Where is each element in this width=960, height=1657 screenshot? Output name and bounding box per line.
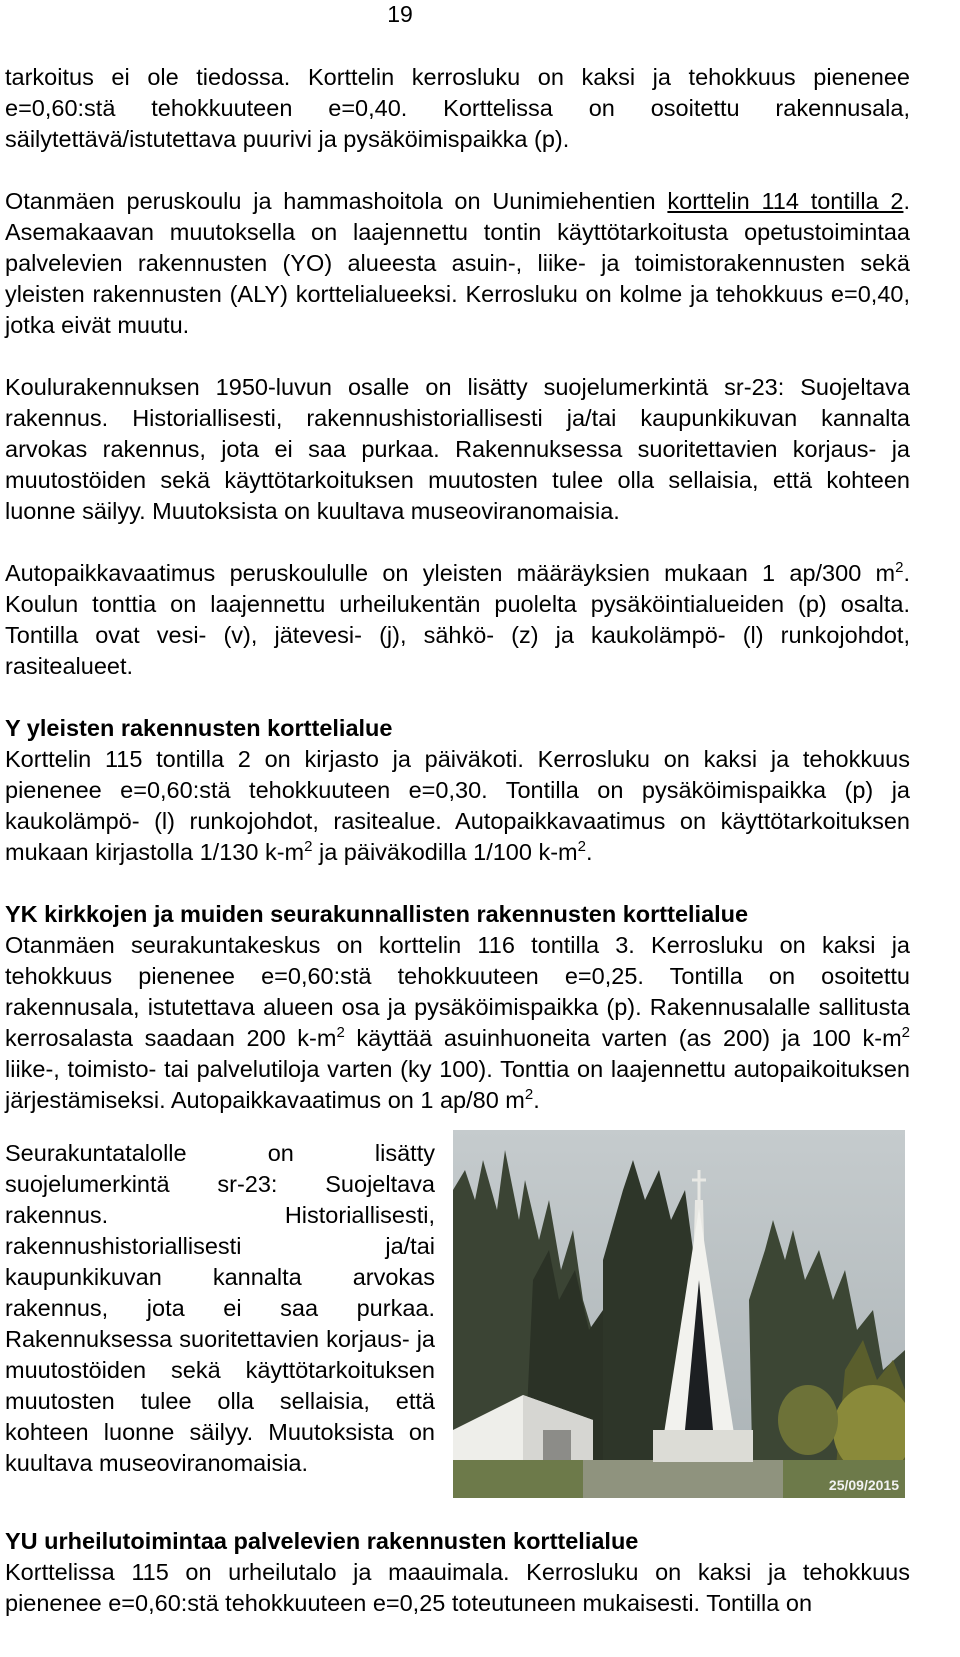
paragraph-intro: tarkoitus ei ole tiedossa. Korttelin kerrosluku on kaksi ja tehokkuus pienenee e=0,60:stä tehokkuuteen e=0,40. Korttelissa on osoitettu rakennusala, säilytettävä/istutettava puurivi ja pysäköimispaikka (p). <box>5 64 910 152</box>
church-photo-image <box>453 1130 905 1498</box>
page-number: 19 <box>387 1 413 27</box>
section-yk-text-d: . <box>533 1087 540 1113</box>
section-y-text-a: Korttelin 115 tontilla 2 on kirjasto ja päiväkoti. Kerrosluku on kaksi ja tehokkuus pienenee e=0,60:stä tehokkuuteen e=0,30. Tontilla on pysäköimispaikka (p) ja kaukolämpö- (l) runkojohdot, rasitealue. Autopaikkavaatimus on käyttötarkoituksen mukaan kirjastolla 1/130 k-m <box>5 746 910 865</box>
section-y-text-c: . <box>585 839 593 865</box>
superscript: 2 <box>524 1086 534 1104</box>
church-photo <box>453 1130 905 1498</box>
photo-date-stamp: 25/09/2015 <box>828 1477 899 1493</box>
section-y-heading: Y yleisten rakennusten korttelialue <box>5 715 393 741</box>
superscript: 2 <box>577 838 586 856</box>
section-yu-text: Korttelissa 115 on urheilutalo ja maauimala. Kerrosluku on kaksi ja tehokkuus pienenee e=0,60:stä tehokkuuteen e=0,25 toteutuneen mukaisesti. Tontilla on <box>5 1559 910 1616</box>
section-yk-text-b: käyttää asuinhuoneita varten (as 200) ja 100 k-m <box>344 1025 902 1051</box>
section-yk-text <box>5 930 910 1116</box>
superscript: 2 <box>336 1024 345 1042</box>
section-yu-heading: YU urheilutoimintaa palvelevien rakennusten korttelialue <box>5 1528 639 1554</box>
section-yu <box>5 1526 910 1619</box>
superscript: 2 <box>901 1024 910 1042</box>
paragraph-school-text-a: Otanmäen peruskoulu ja hammashoitola on Uunimiehentien <box>5 188 668 214</box>
section-y-text-b: ja päiväkodilla 1/100 k-m <box>312 839 578 865</box>
church-figure-row <box>5 1130 910 1512</box>
section-y <box>5 713 910 868</box>
section-yk-text-c: liike-, toimisto- tai palvelutiloja varten (ky 100). Tonttia on laajennettu autopaikoituksen järjestämiseksi. Autopaikkavaatimus on 1 ap/80 m <box>5 1056 910 1113</box>
paragraph-school <box>5 186 910 341</box>
paragraph-parking-text-b: . Koulun tonttia on laajennettu urheilukentän puolelta pysäköintialueiden (p) osalta. Tontilla ovat vesi- (v), jätevesi- (j), sähkö- (z) ja kaukolämpö- (l) runkojohdot, rasitealueet. <box>5 560 910 679</box>
church-protection-text: Seurakuntatalolle on lisätty suojelumerkintä sr-23: Suojeltava rakennus. Historiallisesti, rakennushistoriallisesti ja/tai kaupunkikuvan kannalta arvokas rakennus, jota ei saa purkaa. Rakennuksessa suoritettavien korjaus- ja muutostöiden sekä käyttötarkoituksen muutosten tulee olla sellaisia, että kohteen luonne säilyy. Muutoksista on kuultava museoviranomaisia. <box>5 1140 435 1476</box>
superscript: 2 <box>304 838 313 856</box>
paragraph-protection: Koulurakennuksen 1950-luvun osalle on lisätty suojelumerkintä sr-23: Suojeltava rakennus. Historiallisesti, rakennushistoriallisesti ja/tai kaupunkikuvan kannalta arvokas rakennus, jota ei saa purkaa. Rakennuksessa suoritettavien korjaus- ja muutostöiden sekä käyttötarkoituksen muutosten tulee olla sellaisia, että kohteen luonne säilyy. Muutoksista on kuultava museoviranomaisia. <box>5 374 910 524</box>
paragraph-parking <box>5 558 910 682</box>
superscript: 2 <box>895 559 904 577</box>
document-body <box>5 62 910 1619</box>
paragraph-parking-text-a: Autopaikkavaatimus peruskoululle on yleisten määräyksien mukaan 1 ap/300 m <box>5 560 896 586</box>
section-yk-text-a: Otanmäen seurakuntakeskus on korttelin 116 tontilla 3. Kerrosluku on kaksi ja tehokkuus pienenee e=0,60:stä tehokkuuteen e=0,25. Tontilla on osoitettu rakennusala, istutettava alueen osa ja pysäköimispaikka (p). Rakennusalalle sallitusta kerrosalasta saadaan 200 k-m <box>5 932 910 1051</box>
paragraph-school-text-b: . Asemakaavan muutoksella on laajennettu tontin käyttötarkoitusta opetustoimintaa palvelevien rakennusten (YO) alueesta asuin-, liike- ja toimistorakennusten sekä yleisten rakennusten (ALY) korttelialueeksi. Kerrosluku on kolme ja tehokkuus e=0,40, jotka eivät muutu. <box>5 188 910 338</box>
section-yk <box>5 899 910 1116</box>
section-y-text <box>5 744 910 868</box>
block-114-link[interactable]: korttelin 114 tontilla 2 <box>667 188 904 214</box>
section-yk-heading: YK kirkkojen ja muiden seurakunnallisten rakennusten korttelialue <box>5 901 749 927</box>
